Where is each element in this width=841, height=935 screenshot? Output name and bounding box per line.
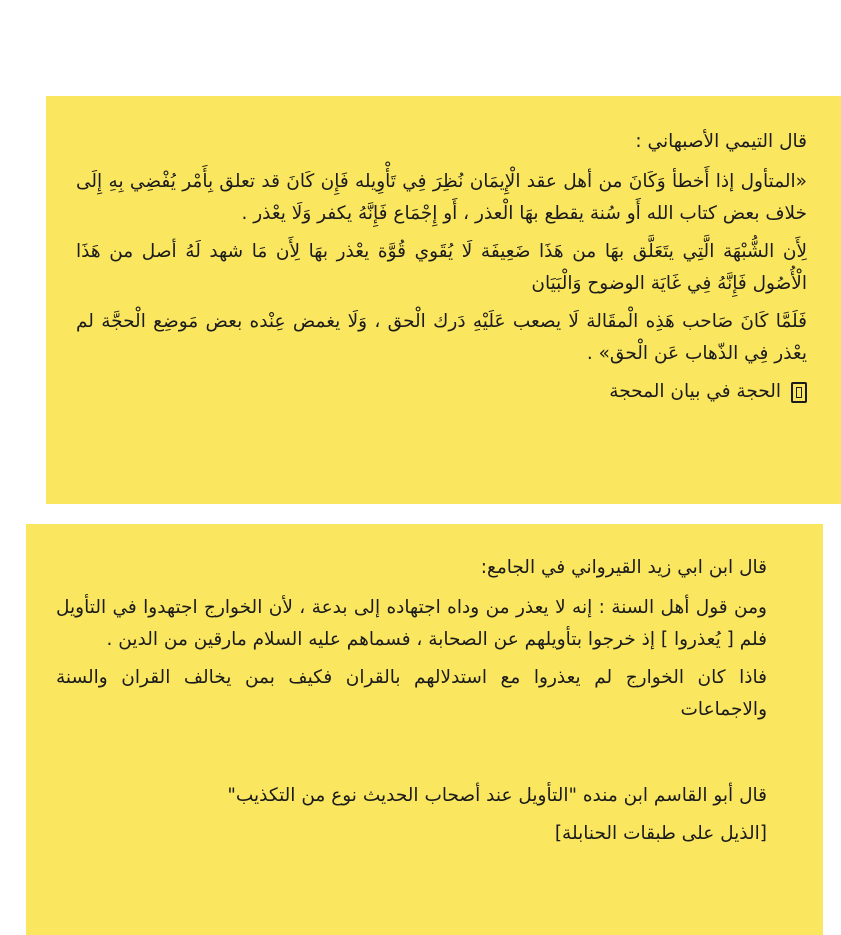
book-icon bbox=[791, 382, 807, 403]
card1-paragraph-1: «المتأول إذا أَخطأ وَكَانَ من أهل عقد الْإِيمَان نُظِرَ فِي تَأْوِيله فَإِن كَانَ قد تعلق بِأَمْر يُفْضِي بِهِ إِلَى خلاف بعض كتاب الله أَو سُنة يقطع بهَا الْعذر ، أَو إِجْمَاع فَإِنَّهُ يكفر وَلَا يعْذر . bbox=[76, 171, 807, 224]
card2-reference: [الذيل على طبقات الحنابلة] bbox=[554, 823, 767, 844]
spacer bbox=[56, 732, 767, 780]
quote-card-1 bbox=[46, 96, 841, 504]
card1-heading: قال التيمي الأصبهاني : bbox=[635, 131, 807, 152]
card1-paragraph-2: لِأَن الشُّبْهَة الَّتِي يتَعَلَّق بهَا من هَذَا ضَعِيفَة لَا يُقَوي قُوَّة يعْذر بهَا لِأَن مَا شهد لَهُ أصل من هَذَا الْأُصُول فَإِنَّهُ فِي غَايَة الوضوح وَالْبَيَان bbox=[76, 241, 807, 294]
card1-paragraph-3: فَلَمَّا كَانَ صَاحب هَذِه الْمقَالة لَا يصعب عَلَيْهِ دَرك الْحق ، وَلَا يغمض عِنْده بعض مَوضِع الْحجَّة لم يعْذر فِي الذّهاب عَن الْحق» . bbox=[76, 311, 807, 364]
card2-paragraph-1: ومن قول أهل السنة : إنه لا يعذر من وداه اجتهاده إلى بدعة ، لأن الخوارج اجتهدوا في التأويل فلم [ يُعذروا ] إذ خرجوا بتأويلهم عن الصحابة ، فسماهم عليه السلام مارقين من الدين . bbox=[56, 597, 767, 650]
card2-paragraph-2: فاذا كان الخوارج لم يعذروا مع استدلالهم بالقران فكيف بمن يخالف القران والسنة والاجماعات bbox=[56, 667, 767, 720]
card2-heading: قال ابن ابي زيد القيرواني في الجامع: bbox=[480, 557, 767, 578]
card2-quote: قال أبو القاسم ابن منده "التأويل عند أصحاب الحديث نوع من التكذيب" bbox=[227, 785, 767, 806]
quote-card-2 bbox=[26, 524, 823, 935]
source-label: الحجة في بيان المحجة bbox=[609, 381, 781, 402]
source-citation[interactable] bbox=[76, 376, 807, 408]
